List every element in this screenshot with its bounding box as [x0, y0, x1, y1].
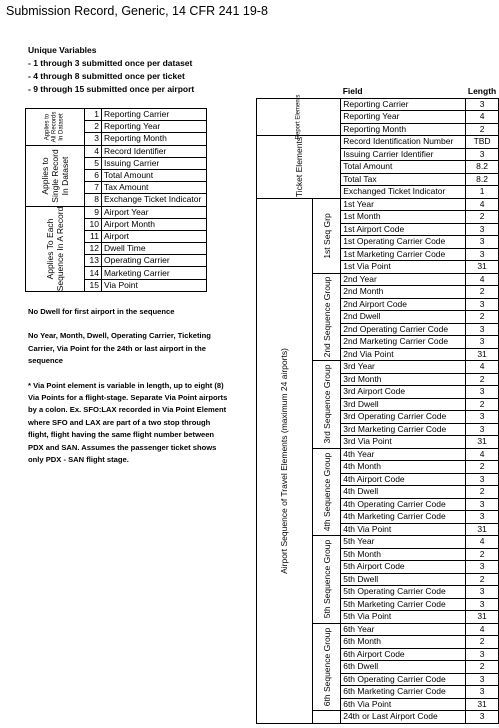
section-label: 2nd Sequence Group	[321, 276, 332, 358]
table-row	[26, 145, 207, 157]
sequence-group-cell	[312, 361, 340, 449]
variables-table	[25, 108, 207, 292]
field-length: 2	[466, 573, 499, 586]
group-label-line: Sequence In A Record	[55, 206, 65, 291]
field-length: 31	[466, 611, 499, 624]
field-name: 4th Airport Code	[341, 473, 466, 486]
field-length-table	[256, 86, 499, 724]
field-name: 4th Marketing Carrier Code	[341, 511, 466, 524]
field-length: 31	[466, 348, 499, 361]
field-name: Issuing Carrier Identifier	[341, 148, 466, 161]
field-length: 2	[466, 661, 499, 674]
row-number: 14	[85, 267, 102, 279]
sequence-group-cell	[312, 536, 340, 624]
variable-name: Airport Year	[102, 206, 207, 218]
field-length: 1	[466, 186, 499, 199]
field-name: Reporting Month	[341, 123, 466, 136]
page-title: Submission Record, Generic, 14 CFR 241 19-8	[6, 4, 268, 18]
field-name: 5th Month	[341, 548, 466, 561]
field-name: 6th Marketing Carrier Code	[341, 686, 466, 699]
field-length: 2	[466, 211, 499, 224]
field-name: 5th Airport Code	[341, 561, 466, 574]
field-name: 1st Year	[341, 198, 466, 211]
field-name: 3rd Airport Code	[341, 386, 466, 399]
sequence-group-cell	[312, 711, 340, 724]
variable-name: Marketing Carrier	[102, 267, 207, 279]
notes	[28, 306, 228, 478]
field-name: 3rd Marketing Carrier Code	[341, 423, 466, 436]
field-length: 3	[466, 511, 499, 524]
field-length: 8.2	[466, 161, 499, 174]
travel-elements-cell	[257, 198, 313, 723]
field-length: 3	[466, 248, 499, 261]
section-label: 6th Sequence Group	[321, 627, 332, 706]
sequence-group-cell	[312, 623, 340, 711]
table-row	[26, 109, 207, 121]
unique-variables	[28, 44, 194, 96]
note: No Dwell for first airport in the sequence	[28, 307, 175, 316]
field-length: 2	[466, 373, 499, 386]
field-length: 3	[466, 411, 499, 424]
field-name: Reporting Year	[341, 111, 466, 124]
field-name: 6th Month	[341, 636, 466, 649]
field-length: 4	[466, 536, 499, 549]
unique-variables-line: - 4 through 8 submitted once per ticket	[28, 71, 185, 81]
field-name: 5th Via Point	[341, 611, 466, 624]
table-row	[257, 98, 499, 111]
field-length: 3	[466, 673, 499, 686]
field-name: Total Tax	[341, 173, 466, 186]
variable-name: Reporting Carrier	[102, 109, 207, 121]
field-length: 31	[466, 436, 499, 449]
section-label: 5th Sequence Group	[321, 540, 332, 619]
field-length: 2	[466, 461, 499, 474]
field-length: 8.2	[466, 173, 499, 186]
group-label	[40, 149, 70, 202]
row-number: 13	[85, 255, 102, 267]
field-name: 5th Operating Carrier Code	[341, 586, 466, 599]
field-length: 3	[466, 323, 499, 336]
field-name: 6th Airport Code	[341, 648, 466, 661]
field-length: 3	[466, 711, 499, 724]
table-row	[257, 86, 499, 98]
sequence-group-cell	[312, 273, 340, 361]
field-length: 4	[466, 198, 499, 211]
field-length: 2	[466, 486, 499, 499]
field-length: 2	[466, 123, 499, 136]
variable-name: Record Identifier	[102, 145, 207, 157]
section-label: 1st Seq Grp	[321, 212, 332, 259]
field-length: 2	[466, 548, 499, 561]
row-number: 11	[85, 230, 102, 242]
field-name: 5th Marketing Carrier Code	[341, 598, 466, 611]
row-number: 15	[85, 279, 102, 291]
group-label-cell	[26, 145, 85, 206]
field-length: 3	[466, 586, 499, 599]
field-name: 3rd Year	[341, 361, 466, 374]
field-name: 1st Marketing Carrier Code	[341, 248, 466, 261]
unique-variables-line: - 9 through 15 submitted once per airport	[28, 84, 195, 94]
section-label: Airport Sequence of Travel Elements (maximum 24 airports)	[279, 347, 290, 574]
section-label: Ticket Elements	[293, 136, 304, 197]
variable-name: Operating Carrier	[102, 255, 207, 267]
group-label-line: Single Record	[50, 148, 60, 203]
variable-name: Reporting Month	[102, 133, 207, 145]
group-label-line: All Records	[51, 111, 58, 143]
group-label-line: In Dataset	[58, 113, 65, 141]
field-name: 1st Operating Carrier Code	[341, 236, 466, 249]
section-label: Report Elements	[295, 94, 302, 140]
group-label-line: Applies to	[44, 113, 51, 140]
field-length: 2	[466, 311, 499, 324]
header-spacer	[312, 86, 340, 98]
variable-name: Airport Month	[102, 218, 207, 230]
field-name: 2nd Via Point	[341, 348, 466, 361]
field-length: 3	[466, 386, 499, 399]
variable-name: Exchange Ticket Indicator	[102, 194, 207, 206]
ticket-elements-cell	[257, 136, 341, 199]
sequence-group-cell	[312, 198, 340, 273]
row-number: 7	[85, 182, 102, 194]
field-length: 3	[466, 498, 499, 511]
field-name: 2nd Month	[341, 286, 466, 299]
row-number: 1	[85, 109, 102, 121]
group-label-line: In Dataset	[60, 156, 70, 195]
field-length: 3	[466, 223, 499, 236]
group-label-line: Applies to	[40, 156, 50, 195]
field-name: 2nd Marketing Carrier Code	[341, 336, 466, 349]
row-number: 4	[85, 145, 102, 157]
row-number: 9	[85, 206, 102, 218]
header-spacer	[257, 86, 313, 98]
field-name: 3rd Month	[341, 373, 466, 386]
variable-name: Reporting Year	[102, 121, 207, 133]
field-name: Record Identification Number	[341, 136, 466, 149]
field-name: Exchanged Ticket Indicator	[341, 186, 466, 199]
variable-name: Issuing Carrier	[102, 157, 207, 169]
row-number: 8	[85, 194, 102, 206]
field-name: 3rd Dwell	[341, 398, 466, 411]
variable-name: Via Point	[102, 279, 207, 291]
field-length: 3	[466, 423, 499, 436]
field-name: 3rd Via Point	[341, 436, 466, 449]
row-number: 6	[85, 169, 102, 181]
field-length: 3	[466, 648, 499, 661]
note: * Via Point element is variable in length, up to eight (8) Via Points for a flight-stage. Separate Via Point airports by a colon. Ex. SFO:LAX recorded in Via Point Element where SFO and LAX are part of a two stop through flight, flight having the same flight number between PDX and SAN. Assumes the passenger ticket shows only PDX - SAN flight stage.	[28, 380, 228, 465]
variable-name: Tax Amount	[102, 182, 207, 194]
field-name: 4th Via Point	[341, 523, 466, 536]
header-length: Length	[467, 86, 497, 97]
field-name: 6th Dwell	[341, 661, 466, 674]
field-length: 3	[466, 598, 499, 611]
field-length: 31	[466, 698, 499, 711]
field-length: TBD	[466, 136, 499, 149]
section-label: 3rd Sequence Group	[321, 364, 332, 444]
field-name: 5th Dwell	[341, 573, 466, 586]
row-number: 10	[85, 218, 102, 230]
field-name: 1st Airport Code	[341, 223, 466, 236]
variable-name: Airport	[102, 230, 207, 242]
group-label-cell	[26, 206, 85, 291]
group-label-line: Applies To Each	[45, 218, 55, 280]
group-label	[45, 111, 66, 142]
unique-variables-line: - 1 through 3 submitted once per dataset	[28, 58, 193, 68]
field-name: 4th Month	[341, 461, 466, 474]
field-name: 4th Dwell	[341, 486, 466, 499]
field-length: 3	[466, 148, 499, 161]
note: No Year, Month, Dwell, Operating Carrier, Ticketing Carrier, Via Point for the 24th or last airport in the sequence	[28, 331, 211, 366]
field-name: 3rd Operating Carrier Code	[341, 411, 466, 424]
variable-name: Dwell Time	[102, 243, 207, 255]
section-label: 4th Sequence Group	[321, 452, 332, 531]
field-length: 4	[466, 111, 499, 124]
field-length: 3	[466, 686, 499, 699]
table-row	[26, 206, 207, 218]
field-name: 2nd Airport Code	[341, 298, 466, 311]
field-name: 5th Year	[341, 536, 466, 549]
field-name: 4th Year	[341, 448, 466, 461]
field-length: 3	[466, 298, 499, 311]
field-length: 4	[466, 448, 499, 461]
field-length: 4	[466, 273, 499, 286]
field-length: 3	[466, 98, 499, 111]
field-length: 3	[466, 561, 499, 574]
field-name: 2nd Year	[341, 273, 466, 286]
field-name: Reporting Carrier	[341, 98, 466, 111]
field-length: 31	[466, 523, 499, 536]
field-name: 4th Operating Carrier Code	[341, 498, 466, 511]
table-row	[257, 136, 499, 149]
field-name: 2nd Dwell	[341, 311, 466, 324]
group-label-cell	[26, 109, 85, 146]
sequence-group-cell	[312, 448, 340, 536]
unique-variables-heading: Unique Variables	[28, 45, 97, 55]
report-elements-cell	[257, 94, 341, 140]
field-name: 6th Operating Carrier Code	[341, 673, 466, 686]
header-field: Field	[342, 86, 363, 97]
field-length: 4	[466, 361, 499, 374]
field-length: 2	[466, 636, 499, 649]
row-number: 3	[85, 133, 102, 145]
field-name: 24th or Last Airport Code	[341, 711, 466, 724]
field-length: 2	[466, 286, 499, 299]
field-length: 31	[466, 261, 499, 274]
field-name: 6th Via Point	[341, 698, 466, 711]
field-name: 1st Via Point	[341, 261, 466, 274]
row-number: 5	[85, 157, 102, 169]
field-name: 2nd Operating Carrier Code	[341, 323, 466, 336]
row-number: 12	[85, 243, 102, 255]
field-length: 4	[466, 623, 499, 636]
field-name: Total Amount	[341, 161, 466, 174]
row-number: 2	[85, 121, 102, 133]
field-length: 3	[466, 336, 499, 349]
field-length: 3	[466, 236, 499, 249]
field-length: 3	[466, 473, 499, 486]
variable-name: Total Amount	[102, 169, 207, 181]
field-length: 2	[466, 398, 499, 411]
field-name: 1st Month	[341, 211, 466, 224]
table-row	[257, 198, 499, 211]
field-name: 6th Year	[341, 623, 466, 636]
group-label	[45, 206, 65, 291]
